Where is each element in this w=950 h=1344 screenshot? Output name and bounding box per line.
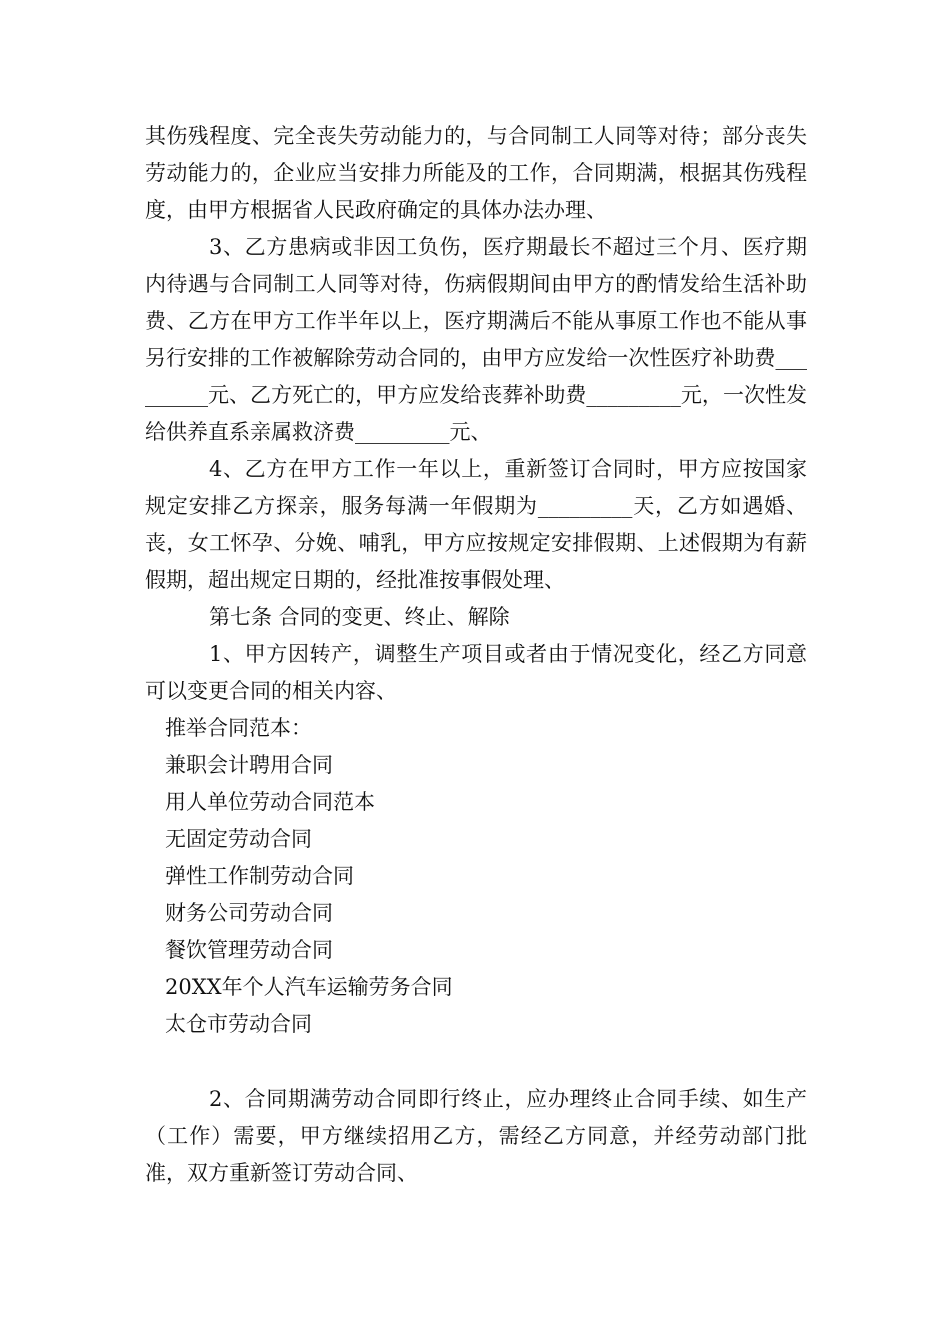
recommended-templates [145,710,807,1043]
recommended-link[interactable]: 太仓市劳动合同 [165,1012,312,1036]
spacer [145,1043,807,1081]
recommended-link[interactable]: 无固定劳动合同 [165,827,312,851]
recommended-link[interactable]: 20XX年个人汽车运输劳务合同 [165,975,453,999]
paragraph-item-4: 4、乙方在甲方工作一年以上，重新签订合同时，甲方应按国家规定安排乙方探亲，服务每满一年假期为_________天，乙方如遇婚、丧，女工怀孕、分娩、哺乳，甲方应按规定安排假期、上述假期为有薪假期，超出规定日期的，经批准按事假处理、 [145,457,807,592]
document-body [145,118,807,1192]
recommended-link[interactable]: 餐饮管理劳动合同 [165,938,333,962]
recommended-link[interactable]: 兼职会计聘用合同 [165,753,333,777]
paragraph-item-2: 2、合同期满劳动合同即行终止，应办理终止合同手续、如生产（工作）需要，甲方继续招用乙方，需经乙方同意，并经劳动部门批准，双方重新签订劳动合同、 [145,1087,807,1185]
paragraph-item-1: 1、甲方因转产，调整生产项目或者由于情况变化，经乙方同意可以变更合同的相关内容、 [145,642,807,703]
article-heading: 第七条 合同的变更、终止、解除 [209,605,510,629]
paragraph-item-3: 3、乙方患病或非因工负伤，医疗期最长不超过三个月、医疗期内待遇与合同制工人同等对待，伤病假期间由甲方的酌情发给生活补助费、乙方在甲方工作半年以上，医疗期满后不能从事原工作也不能从事另行安排的工作被解除劳动合同的，由甲方应发给一次性医疗补助费_________元、乙方死亡的，甲方应发给丧葬补助费_________元，一次性发给供养直系亲属救济费_________元、 [145,235,807,444]
recommended-link[interactable]: 用人单位劳动合同范本 [165,790,375,814]
recommended-link[interactable]: 弹性工作制劳动合同 [165,864,354,888]
recommended-link[interactable]: 财务公司劳动合同 [165,901,333,925]
recommended-heading: 推举合同范本： [165,716,312,740]
paragraph-continuation: 其伤残程度、完全丧失劳动能力的，与合同制工人同等对待；部分丧失劳动能力的，企业应当安排力所能及的工作，合同期满，根据其伤残程度，由甲方根据省人民政府确定的具体办法办理、 [145,124,807,222]
